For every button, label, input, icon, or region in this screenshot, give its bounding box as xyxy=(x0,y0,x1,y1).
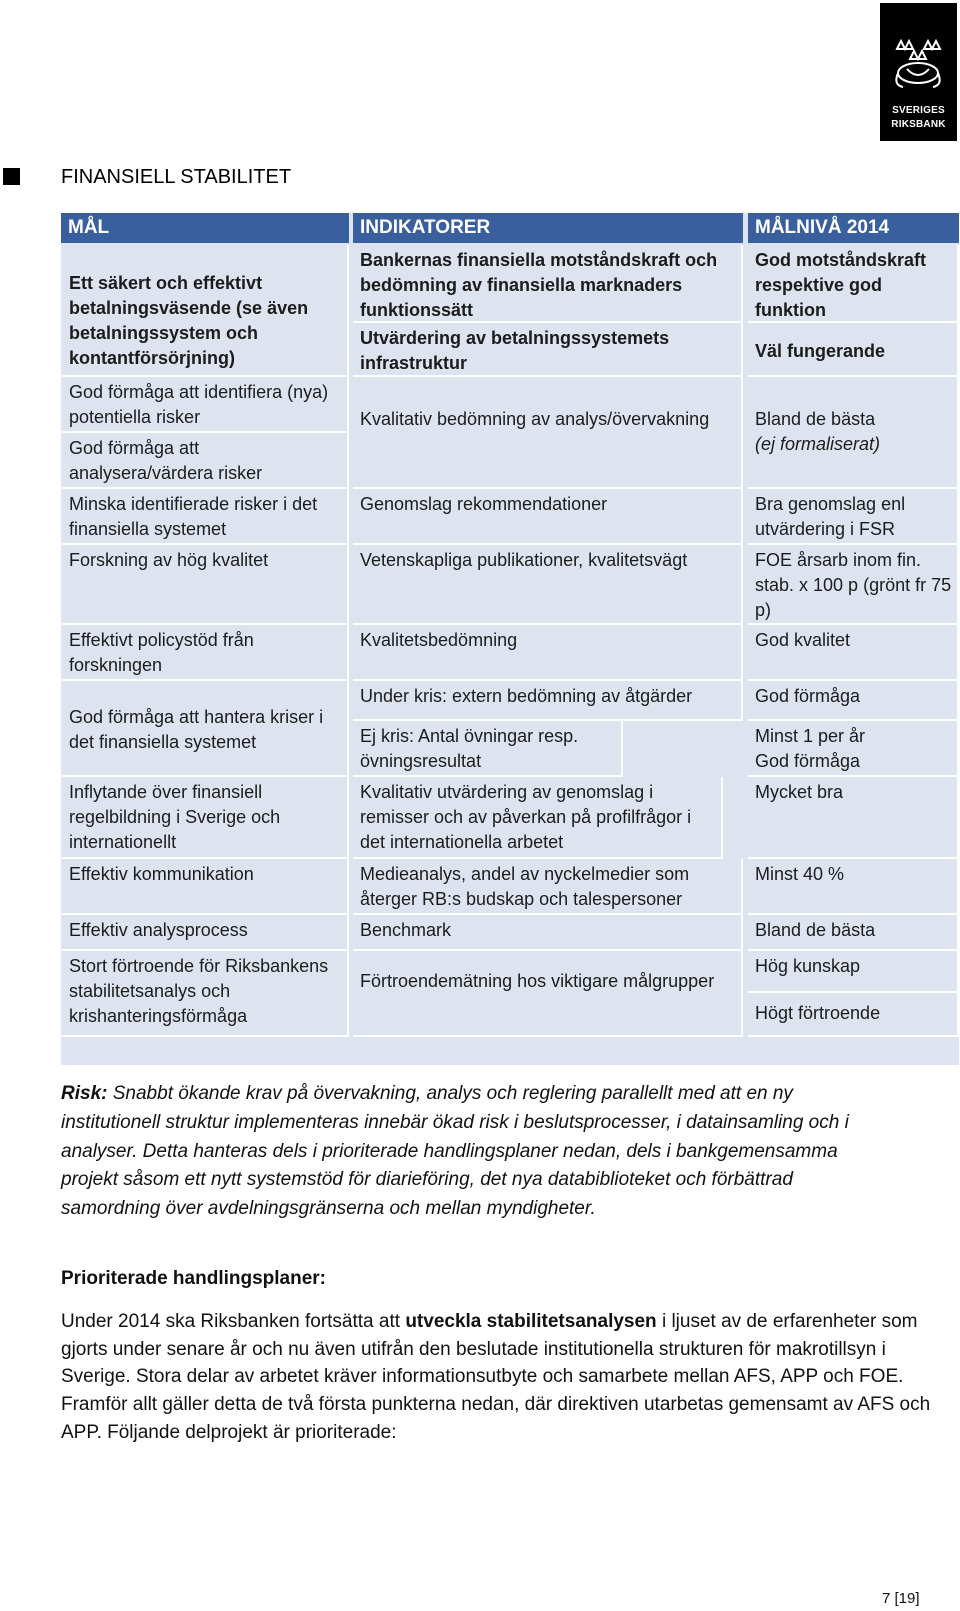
plans-rest: i ljuset av de erfarenheter som gjorts under senare år och nu även utifrån den beslutade institutionella strukturen för makrotillsyn i Sverige. Stora delar av arbetet kräver informationsutbyte och samarbete mellan AFS, APP och FOE. Framför allt gäller detta de två första punkterna nedan, där direktiven utarbetas gemensamt av AFS och APP. Följande delprojekt är prioriterade: xyxy=(61,1311,931,1443)
target-cell xyxy=(748,721,959,777)
goal-cell: Inflytande över finansiell regelbildning i Sverige och internationellt xyxy=(62,777,349,859)
section-marker-square xyxy=(3,168,20,185)
target-cell: Väl fungerande xyxy=(748,323,959,377)
indicator-cell: Utvärdering av betalningssystemets infrastruktur xyxy=(353,323,743,377)
goal-indicator-table xyxy=(61,213,959,1065)
logo-line-1: SVERIGES xyxy=(892,105,945,116)
goal-cell: God förmåga att hantera kriser i det finansiella systemet xyxy=(62,681,349,777)
target-text-note: (ej formaliserat) xyxy=(755,434,881,454)
risk-text: Snabbt ökande krav på övervakning, analys och reglering parallellt med att en ny institutionell struktur implementeras innebär ökad risk i beslutsprocesser, i datainsamling och i analyser. Detta hanteras dels i prioriterade handlingsplaner nedan, dels i bankgemensamma projekt såsom ett nytt systemstöd för diarieföring, det nya databiblioteket och förbättrad samordning över avdelningsgränserna och mellan myndigheter. xyxy=(61,1083,849,1220)
header-indicators: INDIKATORER xyxy=(353,213,743,243)
header-goal: MÅL xyxy=(61,213,349,243)
indicator-cell: Vetenskapliga publikationer, kvalitetsvägt xyxy=(353,545,743,625)
target-cell: Bra genomslag enl utvärdering i FSR xyxy=(748,489,959,545)
target-cell: Hög kunskap xyxy=(748,951,959,993)
target-text: Bland de bästa xyxy=(755,409,876,429)
plans-bold-phrase: utveckla stabilitetsanalysen xyxy=(405,1311,657,1332)
goal-cell: Effektivt policystöd från forskningen xyxy=(62,625,349,681)
indicator-cell: Kvalitativ bedömning av analys/övervakning xyxy=(353,377,743,489)
plans-paragraph xyxy=(61,1308,941,1447)
indicator-cell: Benchmark xyxy=(353,915,743,951)
indicator-cell: Genomslag rekommendationer xyxy=(353,489,743,545)
indicator-cell: Medieanalys, andel av nyckelmedier som återger RB:s budskap och talespersoner xyxy=(353,859,743,915)
goal-cell: Ett säkert och effektivt betalningsväsende (se även betalningssystem och kontantförsörjning) xyxy=(62,245,349,377)
target-cell: Minst 40 % xyxy=(748,859,959,915)
page-number: 7 [19] xyxy=(882,1590,920,1607)
target-cell: God förmåga xyxy=(748,681,959,721)
target-text: Minst 1 per år xyxy=(755,726,866,746)
goal-cell: Stort förtroende för Riksbankens stabilitetsanalys och krishanteringsförmåga xyxy=(62,951,349,1037)
target-cell: Mycket bra xyxy=(748,777,959,859)
indicator-cell: Ej kris: Antal övningar resp. övningsresultat xyxy=(353,721,623,777)
crown-emblem-icon xyxy=(889,39,948,91)
plans-intro: Under 2014 ska Riksbanken fortsätta att xyxy=(61,1311,401,1332)
indicator-cell: Kvalitetsbedömning xyxy=(353,625,743,681)
indicator-cell: Bankernas finansiella motståndskraft och bedömning av finansiella marknaders funktionssätt xyxy=(353,245,743,323)
goal-cell: Effektiv kommunikation xyxy=(62,859,349,915)
header-target-level: MÅLNIVÅ 2014 xyxy=(748,213,959,243)
section-title: FINANSIELL STABILITET xyxy=(61,166,292,188)
indicator-cell: Förtroendemätning hos viktigare målgrupper xyxy=(353,951,743,1037)
plans-heading: Prioriterade handlingsplaner: xyxy=(61,1268,326,1289)
risk-label: Risk: xyxy=(61,1083,108,1104)
riksbank-logo xyxy=(880,3,957,141)
indicator-cell: Under kris: extern bedömning av åtgärder xyxy=(353,681,743,721)
goal-cell: Minska identifierade risker i det finansiella systemet xyxy=(62,489,349,545)
target-cell xyxy=(748,377,959,489)
target-text: God förmåga xyxy=(755,751,861,771)
target-cell: FOE årsarb inom fin. stab. x 100 p (grönt fr 75 p) xyxy=(748,545,959,625)
risk-paragraph xyxy=(61,1080,891,1224)
indicator-cell: Kvalitativ utvärdering av genomslag i remisser och av påverkan på profilfrågor i det internationella arbetet xyxy=(353,777,723,859)
target-cell: Bland de bästa xyxy=(748,915,959,951)
goal-cell: God förmåga att analysera/värdera risker xyxy=(62,433,349,489)
target-cell: God motståndskraft respektive god funktion xyxy=(748,245,959,323)
target-cell: God kvalitet xyxy=(748,625,959,681)
logo-line-2: RIKSBANK xyxy=(891,119,946,130)
goal-cell: Effektiv analysprocess xyxy=(62,915,349,951)
target-cell: Högt förtroende xyxy=(748,993,959,1037)
goal-cell: Forskning av hög kvalitet xyxy=(62,545,349,625)
goal-cell: God förmåga att identifiera (nya) potentiella risker xyxy=(62,377,349,433)
